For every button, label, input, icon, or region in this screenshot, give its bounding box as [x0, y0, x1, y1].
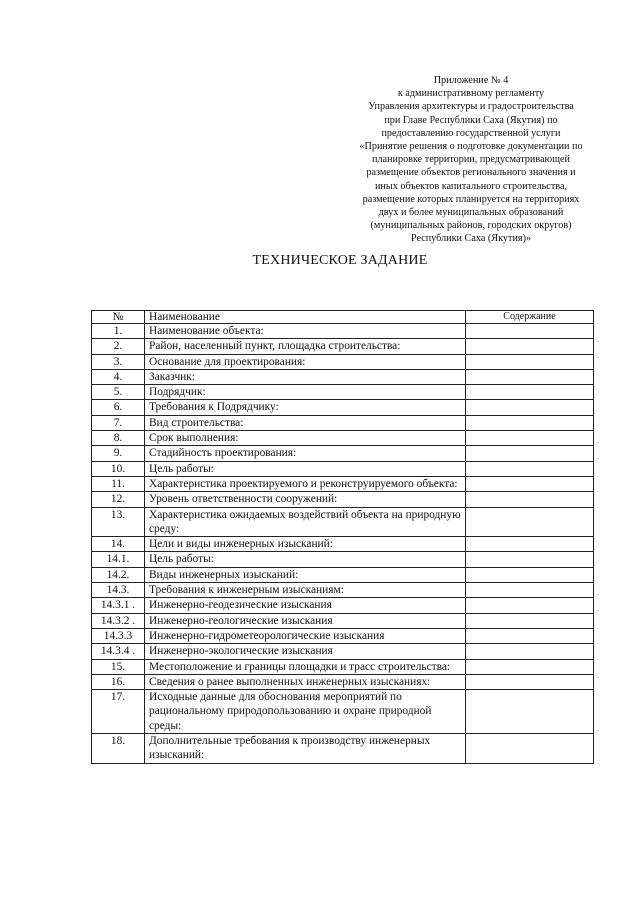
appendix-line: к административному регламенту — [397, 88, 545, 100]
row-name: Заказчик: — [145, 369, 466, 384]
table-row — [92, 369, 594, 384]
table-row — [92, 339, 594, 354]
header-content: Содержание — [466, 311, 594, 324]
row-name: Стадийность проектирования: — [145, 446, 466, 461]
table-row — [92, 552, 594, 567]
row-name: Сведения о ранее выполненных инженерных изысканиях: — [145, 674, 466, 689]
row-content-cell — [466, 476, 594, 491]
row-name: Характеристика ожидаемых воздействий объекта на природную среду: — [145, 507, 466, 537]
row-name: Инженерно-геологические изыскания — [145, 613, 466, 628]
row-content-cell — [466, 628, 594, 643]
row-content-cell — [466, 492, 594, 507]
appendix-line: двух и более муниципальных образований — [378, 207, 564, 219]
row-name: Дополнительные требования к производству инженерных изысканий: — [145, 734, 466, 764]
row-number: 11. — [92, 476, 145, 491]
row-content-cell — [466, 339, 594, 354]
row-number: 12. — [92, 492, 145, 507]
appendix-line: размещение объектов регионального значения и — [366, 167, 576, 179]
row-content-cell — [466, 644, 594, 659]
table-row — [92, 400, 594, 415]
table-row — [92, 507, 594, 537]
row-number: 18. — [92, 734, 145, 764]
row-number: 16. — [92, 674, 145, 689]
row-content-cell — [466, 507, 594, 537]
row-content-cell — [466, 567, 594, 582]
row-number: 6. — [92, 400, 145, 415]
appendix-line: Приложение № 4 — [433, 75, 509, 86]
table-row — [92, 644, 594, 659]
appendix-line: Управления архитектуры и градостроительства — [368, 101, 574, 113]
row-name: Уровень ответственности сооружений: — [145, 492, 466, 507]
row-content-cell — [466, 385, 594, 400]
appendix-line: Республики Саха (Якутия)» — [410, 233, 532, 245]
table-row — [92, 415, 594, 430]
row-number: 2. — [92, 339, 145, 354]
table-row — [92, 734, 594, 764]
table-row — [92, 567, 594, 582]
row-number: 14.2. — [92, 567, 145, 582]
row-content-cell — [466, 431, 594, 446]
appendix-line: размещение которых планируется на территориях — [362, 193, 580, 205]
document-title: ТЕХНИЧЕСКОЕ ЗАДАНИЕ — [252, 253, 428, 268]
row-name: Основание для проектирования: — [145, 354, 466, 369]
row-name: Требования к инженерным изысканиям: — [145, 583, 466, 598]
appendix-line: иных объектов капитального строительства, — [374, 180, 568, 192]
specification-table — [91, 310, 594, 764]
row-number: 17. — [92, 690, 145, 734]
table-row — [92, 461, 594, 476]
table-row — [92, 674, 594, 689]
appendix-line: при Главе Республики Саха (Якутия) по — [384, 114, 558, 126]
header-name: Наименование — [145, 311, 466, 324]
row-number: 8. — [92, 431, 145, 446]
row-content-cell — [466, 598, 594, 613]
row-content-cell — [466, 659, 594, 674]
row-content-cell — [466, 400, 594, 415]
table-row — [92, 324, 594, 339]
appendix-line: планировке территории, предусматривающей — [372, 154, 570, 166]
table-row — [92, 431, 594, 446]
row-name: Цель работы: — [145, 461, 466, 476]
row-number: 14.3.4 . — [92, 644, 145, 659]
row-number: 10. — [92, 461, 145, 476]
row-name: Срок выполнения: — [145, 431, 466, 446]
row-name: Наименование объекта: — [145, 324, 466, 339]
row-name: Местоположение и границы площадки и трасс строительства: — [145, 659, 466, 674]
appendix-line: (муниципальных районов, городских округов) — [370, 220, 572, 232]
row-name: Инженерно-гидрометеорологические изыскания — [145, 628, 466, 643]
table-row — [92, 476, 594, 491]
table-header-row — [92, 311, 594, 324]
row-content-cell — [466, 583, 594, 598]
table-row — [92, 613, 594, 628]
row-name: Характеристика проектируемого и реконструируемого объекта: — [145, 476, 466, 491]
appendix-line: предоставлению государственной услуги — [381, 127, 561, 139]
row-name: Цели и виды инженерных изысканий: — [145, 537, 466, 552]
row-name: Подрядчик: — [145, 385, 466, 400]
row-content-cell — [466, 446, 594, 461]
row-name: Район, населенный пункт, площадка строительства: — [145, 339, 466, 354]
row-name: Виды инженерных изысканий: — [145, 567, 466, 582]
row-content-cell — [466, 324, 594, 339]
table-row — [92, 385, 594, 400]
table-row — [92, 690, 594, 734]
table-row — [92, 659, 594, 674]
row-content-cell — [466, 552, 594, 567]
table-row — [92, 537, 594, 552]
row-name: Инженерно-геодезические изыскания — [145, 598, 466, 613]
row-number: 13. — [92, 507, 145, 537]
row-name: Вид строительства: — [145, 415, 466, 430]
row-content-cell — [466, 690, 594, 734]
table-row — [92, 354, 594, 369]
table-row — [92, 492, 594, 507]
row-number: 1. — [92, 324, 145, 339]
row-content-cell — [466, 354, 594, 369]
row-number: 4. — [92, 369, 145, 384]
row-content-cell — [466, 674, 594, 689]
row-name: Цель работы: — [145, 552, 466, 567]
row-number: 5. — [92, 385, 145, 400]
appendix-header — [335, 74, 607, 246]
row-content-cell — [466, 537, 594, 552]
row-content-cell — [466, 613, 594, 628]
row-number: 7. — [92, 415, 145, 430]
table-row — [92, 628, 594, 643]
row-name: Инженерно-экологические изыскания — [145, 644, 466, 659]
row-number: 14.3.2 . — [92, 613, 145, 628]
row-number: 3. — [92, 354, 145, 369]
row-number: 14.3.3 — [92, 628, 145, 643]
table-row — [92, 446, 594, 461]
header-number: № — [92, 311, 145, 324]
row-number: 14.3. — [92, 583, 145, 598]
row-name: Исходные данные для обоснования мероприятий по рациональному природопользованию и охране природной среды: — [145, 690, 466, 734]
appendix-line: «Принятие решения о подготовке документации по — [359, 141, 583, 153]
row-content-cell — [466, 461, 594, 476]
row-number: 14. — [92, 537, 145, 552]
row-content-cell — [466, 369, 594, 384]
row-name: Требования к Подрядчику: — [145, 400, 466, 415]
row-content-cell — [466, 415, 594, 430]
table-row — [92, 583, 594, 598]
row-number: 15. — [92, 659, 145, 674]
table-row — [92, 598, 594, 613]
row-number: 14.3.1 . — [92, 598, 145, 613]
row-content-cell — [466, 734, 594, 764]
row-number: 14.1. — [92, 552, 145, 567]
row-number: 9. — [92, 446, 145, 461]
